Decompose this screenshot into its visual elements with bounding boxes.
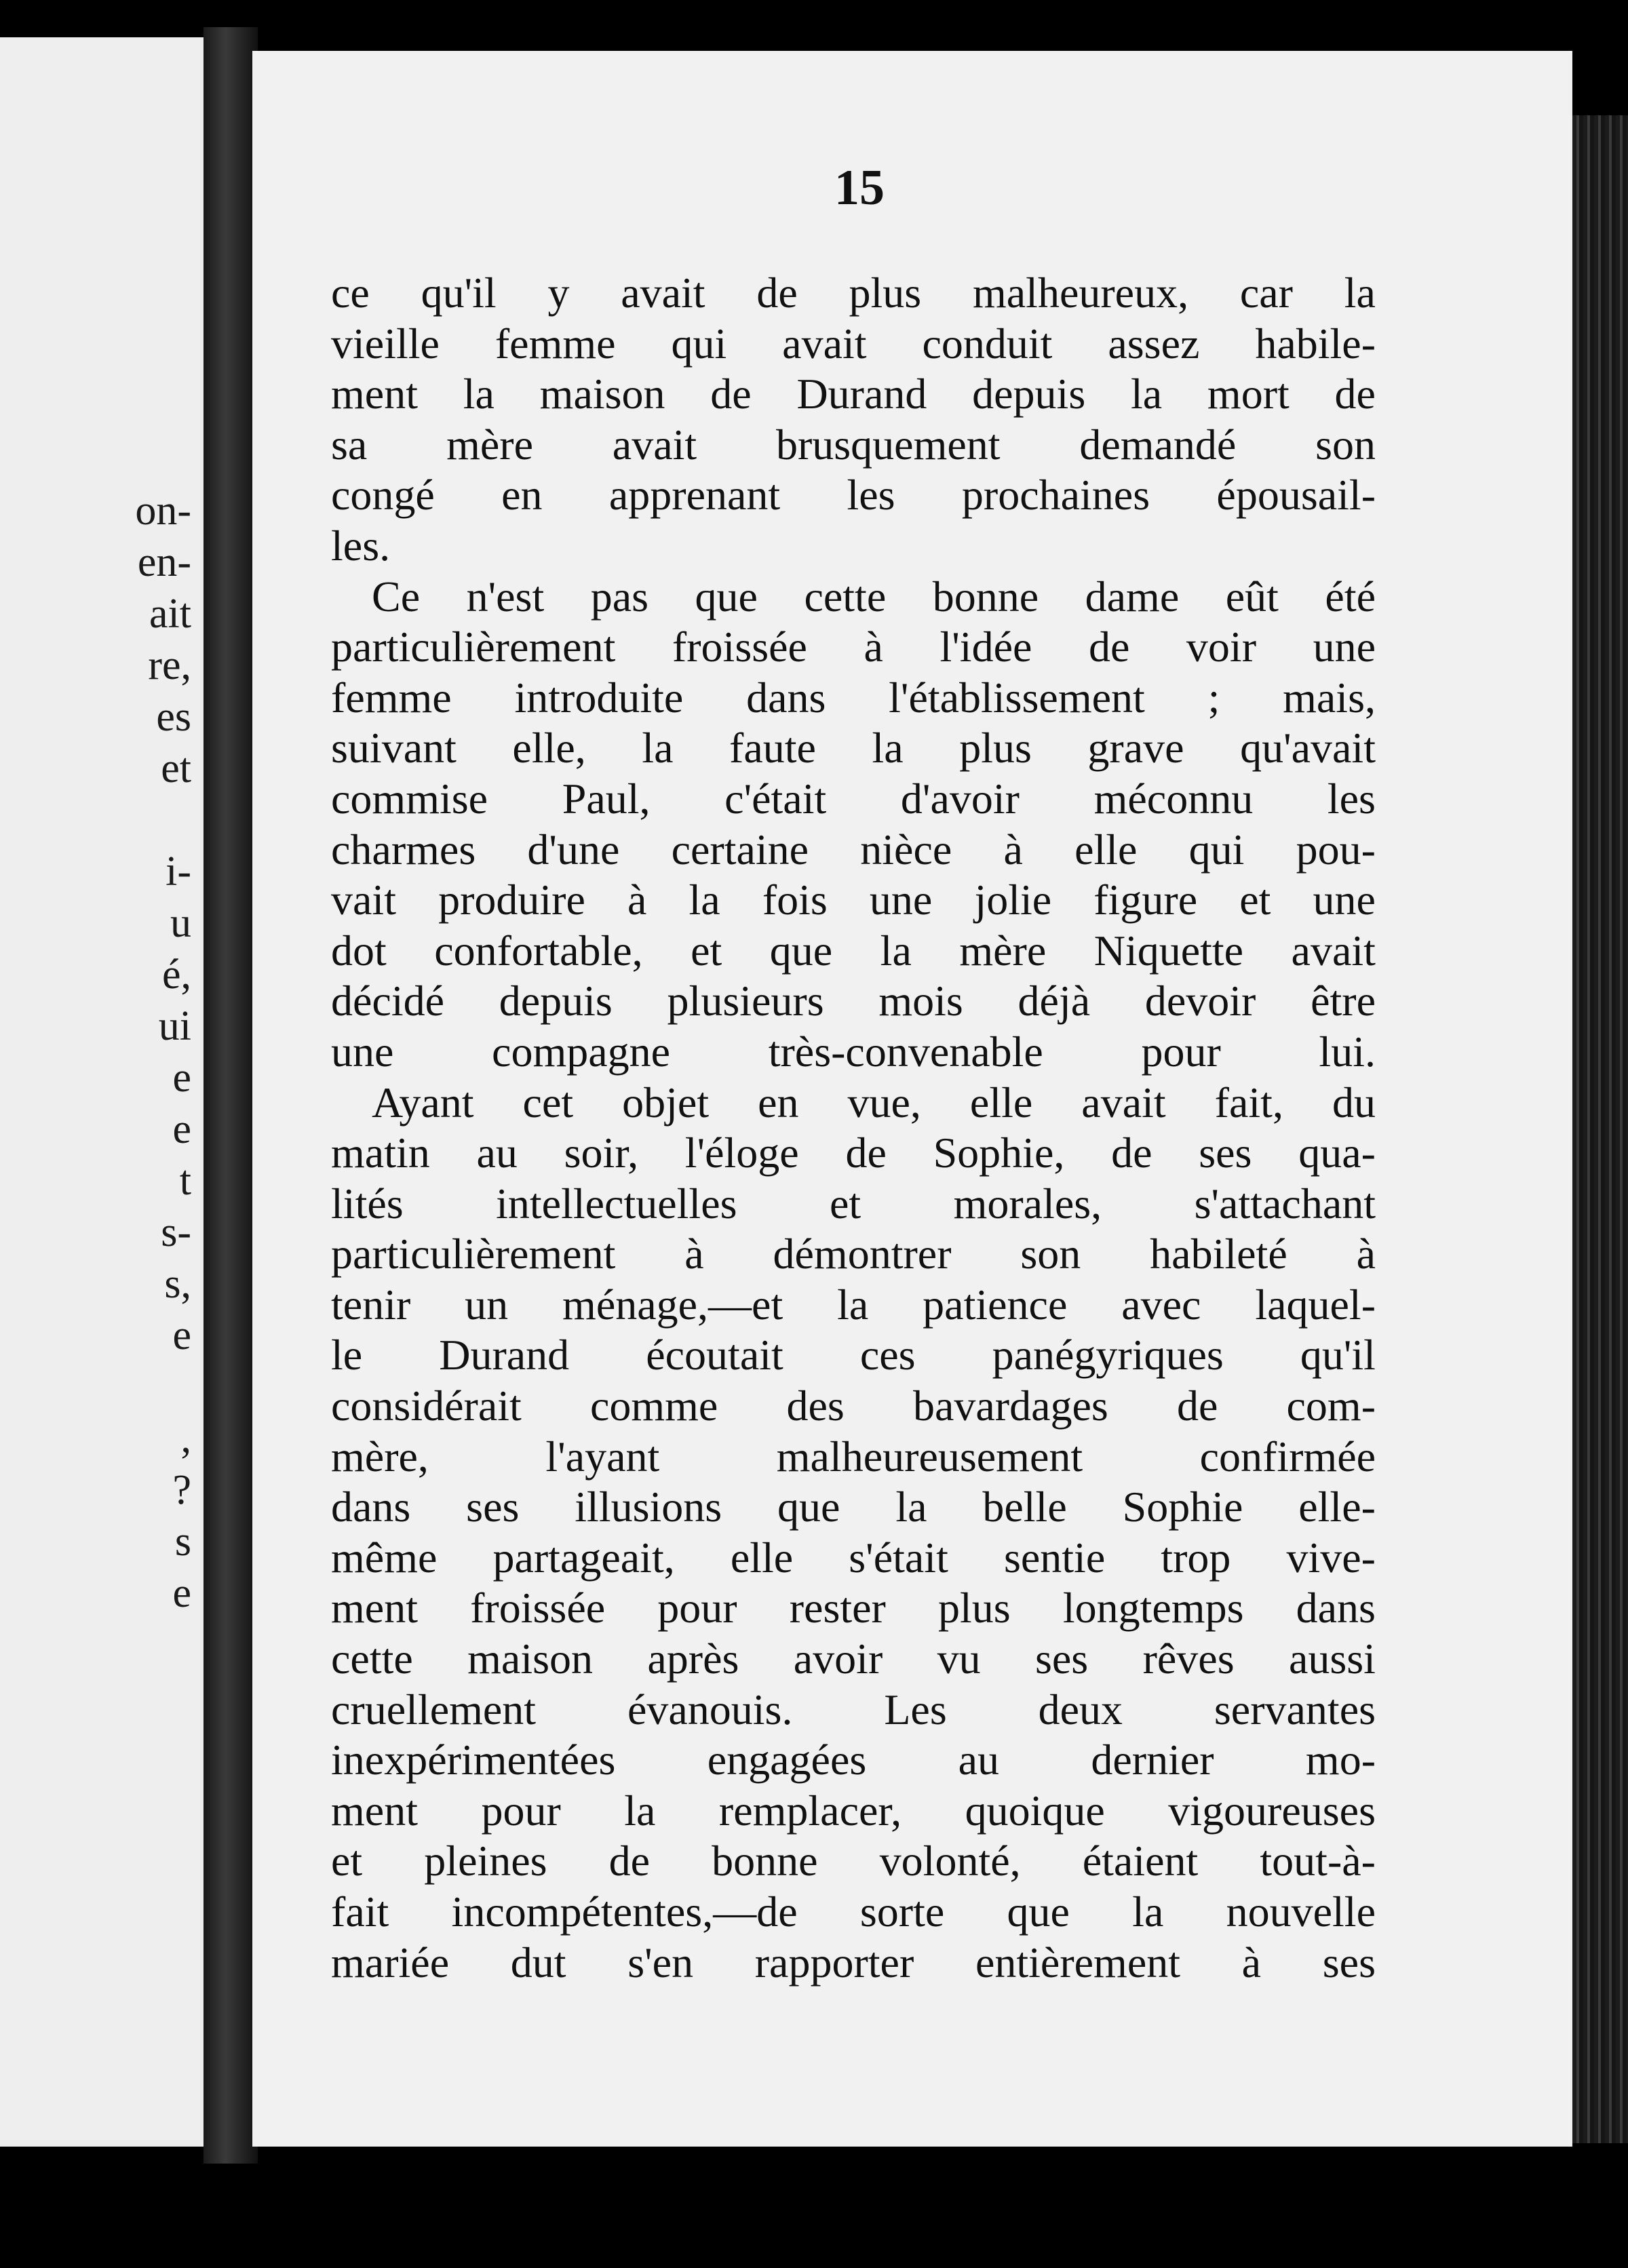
text-line: [331, 268, 1376, 319]
word: depuis: [972, 370, 1086, 418]
left-fragment: ,: [180, 1415, 191, 1462]
text-line: [331, 1786, 1376, 1837]
word: femme: [331, 673, 452, 722]
word: que: [777, 1483, 840, 1531]
word: nouvelle: [1226, 1888, 1376, 1936]
word: qua-: [1298, 1129, 1376, 1177]
word: la: [624, 1786, 656, 1835]
word: son: [1315, 420, 1376, 469]
word: avec: [1121, 1280, 1201, 1329]
word: avait: [621, 269, 705, 317]
word: servantes: [1214, 1685, 1376, 1734]
word: compagne: [492, 1027, 671, 1076]
word: introduite: [514, 673, 684, 722]
text-line: [331, 875, 1376, 926]
word: mère: [959, 926, 1047, 975]
word: volonté,: [879, 1837, 1021, 1885]
text-line: [331, 1381, 1376, 1432]
word: méconnu: [1093, 774, 1254, 823]
word: dame: [1085, 572, 1180, 621]
word: avoir: [793, 1635, 883, 1683]
word: mo-: [1305, 1736, 1376, 1784]
text-line: [331, 1027, 1376, 1078]
word: froissée: [470, 1584, 606, 1632]
word: panégyriques: [992, 1331, 1224, 1380]
word: suivant: [331, 724, 457, 773]
left-fragment: e: [172, 1570, 191, 1616]
word: apprenant: [608, 471, 781, 520]
word: sa: [331, 420, 368, 469]
word: à: [1356, 1230, 1376, 1278]
word: confortable,: [434, 926, 643, 975]
word: objet: [622, 1078, 710, 1127]
left-fragment: u: [170, 900, 191, 946]
word: ses: [1199, 1129, 1252, 1177]
word: pour: [657, 1584, 737, 1632]
word: ménage,—et: [562, 1280, 783, 1329]
left-fragment: ui: [158, 1003, 191, 1049]
word: soir,: [564, 1129, 639, 1177]
word: particulièrement: [331, 623, 616, 671]
word: une: [869, 876, 933, 924]
word: la: [689, 876, 720, 924]
word: d'avoir: [900, 774, 1020, 823]
word: vive-: [1286, 1533, 1376, 1582]
word: plus: [849, 269, 922, 317]
left-fragment: i-: [166, 848, 191, 895]
word: Sophie,: [933, 1129, 1065, 1177]
word: charmes: [331, 825, 476, 874]
word: n'est: [466, 572, 545, 621]
page-stack-edge: [1572, 115, 1628, 2143]
left-fragment: es: [156, 694, 191, 740]
word: la: [463, 370, 495, 418]
text-line: [331, 825, 1376, 876]
word: vue,: [847, 1078, 921, 1127]
word: qu'il: [1300, 1331, 1376, 1380]
word: l'idée: [939, 623, 1032, 671]
word: pas: [590, 572, 649, 621]
page-number: 15: [834, 160, 885, 216]
word: plus: [959, 724, 1032, 773]
word: ment: [331, 370, 418, 418]
left-facing-page: [0, 37, 213, 2147]
word: qu'avait: [1240, 724, 1376, 773]
text-line: [331, 1533, 1376, 1584]
word: déjà: [1018, 977, 1091, 1025]
word: grave: [1087, 724, 1184, 773]
word: à: [627, 876, 647, 924]
text-line: [331, 1432, 1376, 1483]
word: nièce: [860, 825, 952, 874]
word: ment: [331, 1584, 418, 1632]
word: avait: [782, 319, 867, 368]
text-line: [331, 1280, 1376, 1331]
word: mère,: [331, 1432, 429, 1481]
word: même: [331, 1533, 438, 1582]
word: les: [1327, 774, 1376, 823]
left-fragment: e: [172, 1312, 191, 1358]
word: elle: [969, 1078, 1033, 1127]
word: étaient: [1082, 1837, 1199, 1885]
word: l'éloge: [684, 1129, 799, 1177]
word: Les: [884, 1685, 947, 1734]
word: sentie: [1003, 1533, 1106, 1582]
word: la: [837, 1280, 869, 1329]
word: entièrement: [975, 1938, 1180, 1987]
word: belle: [982, 1483, 1067, 1531]
word: que: [769, 926, 833, 975]
word: illusions: [575, 1483, 722, 1531]
word: com-: [1286, 1382, 1376, 1430]
word: et: [1239, 876, 1271, 924]
word: avait: [612, 420, 697, 469]
word: c'était: [724, 774, 827, 823]
word: aussi: [1288, 1635, 1376, 1683]
word: cette: [804, 572, 887, 621]
word: qu'il: [421, 269, 497, 317]
text-line: [331, 723, 1376, 774]
word: épousail-: [1216, 471, 1376, 520]
word: pleines: [424, 1837, 547, 1885]
word: brusquement: [775, 420, 1001, 469]
word: l'établissement: [889, 673, 1145, 722]
word: et: [331, 1837, 363, 1885]
word: ment: [331, 1786, 418, 1835]
word: vu: [937, 1635, 981, 1683]
word: laquel-: [1255, 1280, 1376, 1329]
word: le: [331, 1331, 363, 1380]
left-fragment: en-: [137, 539, 191, 585]
word: car: [1239, 269, 1293, 317]
word: un: [465, 1280, 509, 1329]
word: la: [880, 926, 912, 975]
word: mariée: [331, 1938, 450, 1987]
word: longtemps: [1062, 1584, 1244, 1632]
word: d'une: [527, 825, 620, 874]
word: dot: [331, 926, 387, 975]
word: quoique: [965, 1786, 1105, 1835]
word: s'en: [627, 1938, 694, 1987]
word: son: [1020, 1230, 1081, 1278]
word: tenir: [331, 1280, 411, 1329]
word: bavardages: [912, 1382, 1108, 1430]
word: Durand: [439, 1331, 570, 1380]
word: morales,: [953, 1179, 1102, 1228]
word: une: [331, 1027, 394, 1076]
word: voir: [1186, 623, 1256, 671]
word: femme: [495, 319, 616, 368]
text-line: [331, 1634, 1376, 1685]
left-fragment: s-: [161, 1209, 191, 1255]
word: lui.: [1319, 1027, 1376, 1076]
text-line: [331, 673, 1376, 724]
word: sorte: [859, 1888, 945, 1936]
word: les: [847, 471, 895, 520]
word: prochaines: [961, 471, 1150, 520]
text-line: [331, 1583, 1376, 1634]
word: eût: [1225, 572, 1279, 621]
word: elle,: [512, 724, 586, 773]
word: engagées: [707, 1736, 867, 1784]
left-fragment: e: [172, 1055, 191, 1101]
text-line: [331, 1735, 1376, 1786]
text-line: [331, 572, 1376, 623]
word: ces: [859, 1331, 916, 1380]
word: Ce: [372, 572, 421, 621]
word: congé: [331, 471, 435, 520]
word: produire: [438, 876, 585, 924]
left-fragment: ait: [149, 591, 191, 637]
word: la: [1130, 370, 1163, 418]
word: comme: [589, 1382, 718, 1430]
book-gutter: [204, 27, 258, 2164]
text-line: [331, 1179, 1376, 1230]
word: particulièrement: [331, 1230, 616, 1278]
word: ;: [1207, 673, 1220, 722]
word: rêves: [1142, 1635, 1235, 1683]
left-fragment: s: [174, 1519, 191, 1565]
word: en: [501, 471, 543, 520]
word: bonne: [932, 572, 1039, 621]
word: évanouis.: [627, 1685, 793, 1734]
word: avait: [1291, 926, 1376, 975]
word: les.: [331, 521, 391, 570]
word: décidé: [331, 977, 444, 1025]
word: elle-: [1298, 1483, 1376, 1531]
word: de: [1176, 1382, 1218, 1430]
word: qui: [671, 319, 727, 368]
text-line: [331, 774, 1376, 825]
word: vieille: [331, 319, 440, 368]
word: vait: [331, 876, 396, 924]
left-fragment: e: [172, 1106, 191, 1152]
word: cet: [522, 1078, 574, 1127]
text-line: [331, 1938, 1376, 1989]
word: confirmée: [1199, 1432, 1376, 1481]
word: fois: [762, 876, 828, 924]
word: ses: [466, 1483, 520, 1531]
word: à: [864, 623, 883, 671]
word: ce: [331, 269, 370, 317]
word: trop: [1161, 1533, 1231, 1582]
text-line: [331, 1229, 1376, 1280]
word: Ayant: [372, 1078, 474, 1127]
word: été: [1325, 572, 1376, 621]
word: certaine: [671, 825, 809, 874]
word: du: [1332, 1078, 1376, 1127]
word: remplacer,: [718, 1786, 902, 1835]
left-fragment: [0, 794, 204, 846]
text-line: [331, 470, 1376, 521]
word: écoutait: [646, 1331, 783, 1380]
word: la: [1132, 1888, 1164, 1936]
left-fragment: [0, 1361, 204, 1413]
word: des: [786, 1382, 845, 1430]
text-line: [331, 420, 1376, 471]
word: habile-: [1255, 319, 1376, 368]
word: dans: [331, 1483, 411, 1531]
word: être: [1311, 977, 1376, 1025]
word: Paul,: [562, 774, 651, 823]
word: très-convenable: [768, 1027, 1043, 1076]
word: que: [1007, 1888, 1070, 1936]
word: elle: [730, 1533, 794, 1582]
word: dans: [746, 673, 826, 722]
word: de: [608, 1837, 651, 1885]
left-fragment: et: [161, 745, 191, 791]
word: une: [1313, 876, 1376, 924]
word: partageait,: [492, 1533, 675, 1582]
word: dernier: [1091, 1736, 1214, 1784]
word: assez: [1108, 319, 1200, 368]
word: en: [758, 1078, 799, 1127]
word: plusieurs: [667, 977, 824, 1025]
word: ses: [1322, 1938, 1376, 1987]
word: au: [476, 1129, 518, 1177]
word: inexpérimentées: [331, 1736, 616, 1784]
text-line: [331, 1128, 1376, 1179]
word: s'attachant: [1194, 1179, 1376, 1228]
left-fragment: on-: [135, 488, 191, 534]
word: commise: [331, 774, 488, 823]
word: s'était: [849, 1533, 948, 1582]
word: habileté: [1150, 1230, 1287, 1278]
word: de: [1088, 623, 1130, 671]
word: dut: [510, 1938, 566, 1987]
word: malheureux,: [972, 269, 1189, 317]
word: Niquette: [1093, 926, 1244, 975]
word: patience: [923, 1280, 1068, 1329]
word: Durand: [796, 370, 927, 418]
text-line: [331, 1330, 1376, 1381]
word: à: [684, 1230, 704, 1278]
word: depuis: [499, 977, 613, 1025]
word: rapporter: [754, 1938, 914, 1987]
text-line: [331, 976, 1376, 1027]
text-line: [331, 1078, 1376, 1129]
word: mort: [1207, 370, 1290, 418]
word: jolie: [974, 876, 1052, 924]
word: incompétentes,—de: [451, 1888, 798, 1936]
word: pou-: [1296, 825, 1376, 874]
word: dans: [1296, 1584, 1376, 1632]
word: matin: [331, 1129, 430, 1177]
word: mère: [446, 420, 533, 469]
word: l'ayant: [545, 1432, 660, 1481]
left-page-text-fragments: [0, 485, 204, 1619]
left-fragment: re,: [148, 642, 191, 688]
word: deux: [1038, 1685, 1123, 1734]
word: et: [691, 926, 722, 975]
word: demandé: [1079, 420, 1237, 469]
word: lités: [331, 1179, 404, 1228]
word: figure: [1093, 876, 1198, 924]
word: Sophie: [1122, 1483, 1243, 1531]
word: pour: [1141, 1027, 1221, 1076]
word: après: [647, 1635, 739, 1683]
word: la: [1344, 269, 1376, 317]
word: de: [845, 1129, 887, 1177]
word: conduit: [922, 319, 1053, 368]
word: considérait: [331, 1382, 522, 1430]
word: bonne: [712, 1837, 818, 1885]
word: vigoureuses: [1168, 1786, 1376, 1835]
text-line: [331, 1685, 1376, 1736]
text-line: [331, 521, 1376, 572]
left-fragment: ?: [172, 1467, 191, 1513]
word: la: [642, 724, 674, 773]
word: faute: [729, 724, 816, 773]
word: maison: [539, 370, 665, 418]
word: qui: [1188, 825, 1245, 874]
word: à: [1241, 1938, 1262, 1987]
word: elle: [1074, 825, 1138, 874]
word: mois: [878, 977, 963, 1025]
word: la: [895, 1483, 927, 1531]
word: une: [1313, 623, 1376, 671]
left-fragment: s,: [164, 1261, 191, 1307]
word: devoir: [1144, 977, 1256, 1025]
text-line: [331, 1887, 1376, 1938]
text-line: [331, 622, 1376, 673]
word: de: [1111, 1129, 1152, 1177]
word: plus: [938, 1584, 1011, 1632]
text-line: [331, 1836, 1376, 1887]
word: de: [756, 269, 798, 317]
word: que: [695, 572, 758, 621]
word: maison: [467, 1635, 594, 1683]
word: pour: [481, 1786, 561, 1835]
word: rester: [789, 1584, 886, 1632]
left-fragment: t: [179, 1158, 191, 1204]
word: à: [1003, 825, 1023, 874]
text-line: [331, 319, 1376, 370]
word: fait,: [1214, 1078, 1283, 1127]
word: au: [958, 1736, 999, 1784]
word: tout-à-: [1260, 1837, 1376, 1885]
word: avait: [1081, 1078, 1166, 1127]
word: démontrer: [773, 1230, 952, 1278]
text-line: [331, 369, 1376, 420]
word: intellectuelles: [496, 1179, 737, 1228]
word: et: [829, 1179, 861, 1228]
word: froissée: [672, 623, 807, 671]
word: fait: [331, 1888, 389, 1936]
word: cruellement: [331, 1685, 537, 1734]
text-line: [331, 926, 1376, 977]
left-fragment: é,: [161, 952, 191, 998]
word: de: [710, 370, 752, 418]
word: y: [547, 269, 570, 317]
body-text: [331, 268, 1376, 1988]
word: ses: [1034, 1635, 1089, 1683]
word: la: [872, 724, 904, 773]
word: mais,: [1283, 673, 1376, 722]
word: de: [1334, 370, 1376, 418]
word: malheureusement: [776, 1432, 1083, 1481]
word: cette: [331, 1635, 413, 1683]
text-line: [331, 1482, 1376, 1533]
